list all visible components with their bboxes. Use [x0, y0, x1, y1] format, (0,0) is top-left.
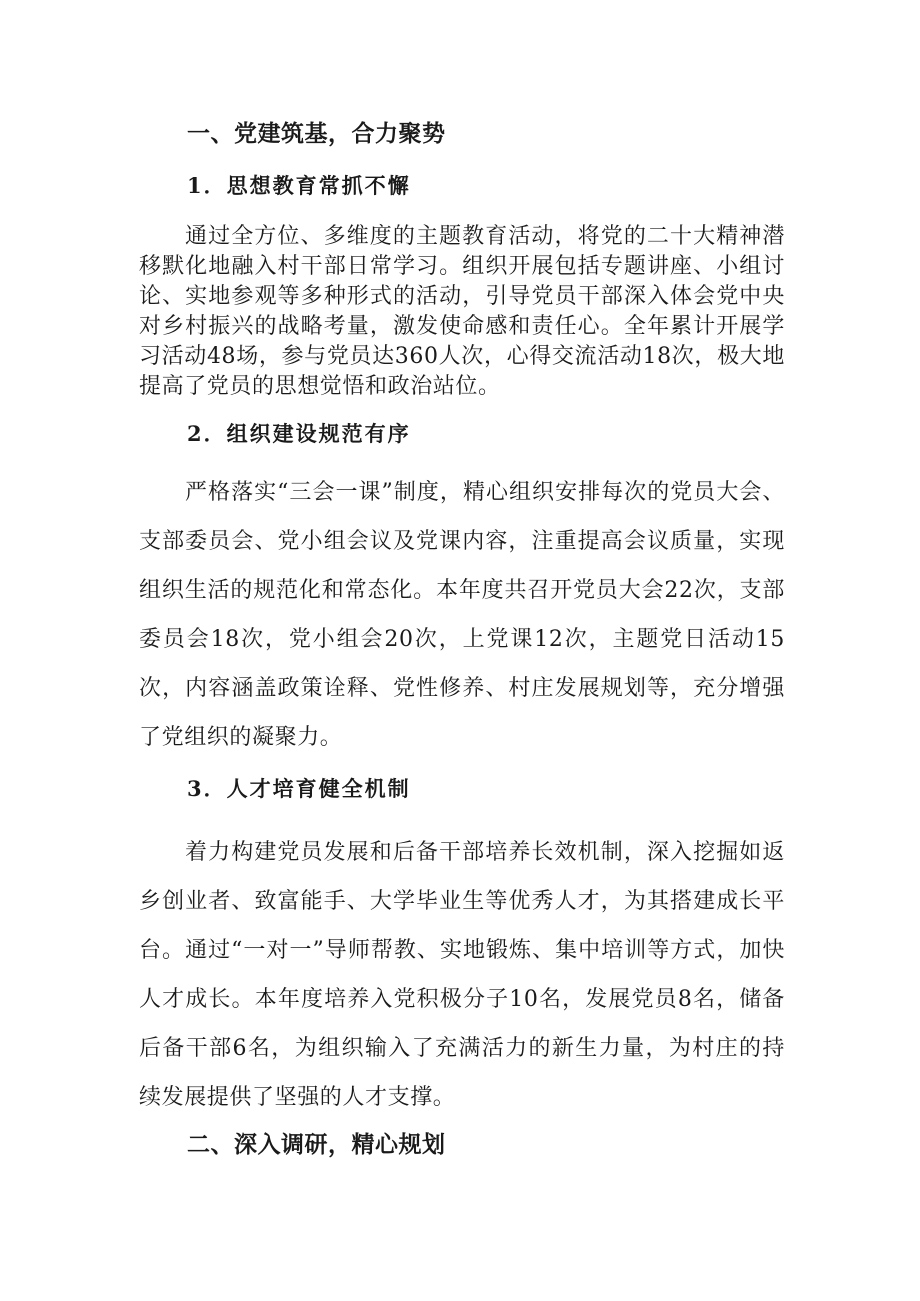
section-heading-2: 二、深入调研，精心规划: [187, 1132, 446, 1158]
paragraph-1: 通过全方位、多维度的主题教育活动，将党的二十大精神潜移默化地融入村干部日常学习。组织开展包括专题讲座、小组讨论、实地参观等多种形式的活动，引导党员干部深入体会党中央对乡村振兴的战略考量，激发使命感和责任心。全年累计开展学习活动48场，参与党员达360人次，心得交流活动18次，极大地提高了党员的思想觉悟和政治站位。: [139, 224, 785, 399]
subsection-title-1: 1．思想教育常抓不懈: [187, 173, 411, 198]
subsection-title-2: 2．组织建设规范有序: [187, 421, 411, 446]
paragraph-3: 着力构建党员发展和后备干部培养长效机制，深入挖掘如返乡创业者、致富能手、大学毕业生等优秀人才，为其搭建成长平台。通过“一对一”导师帮教、实地锻炼、集中培训等方式，加快人才成长。本年度培养入党积极分子10名，发展党员8名，储备后备干部6名，为组织输入了充满活力的新生力量，为村庄的持续发展提供了坚强的人才支撑。: [139, 840, 785, 1110]
paragraph-2: 严格落实“三会一课”制度，精心组织安排每次的党员大会、支部委员会、党小组会议及党课内容，注重提高会议质量，实现组织生活的规范化和常态化。本年度共召开党员大会22次，支部委员会18次，党小组会20次，上党课12次，主题党日活动15次，内容涵盖政策诠释、党性修养、村庄发展规划等，充分增强了党组织的凝聚力。: [139, 480, 785, 750]
section-heading-1: 一、党建筑基，合力聚势: [187, 121, 446, 147]
subsection-title-3: 3．人才培育健全机制: [187, 776, 411, 801]
